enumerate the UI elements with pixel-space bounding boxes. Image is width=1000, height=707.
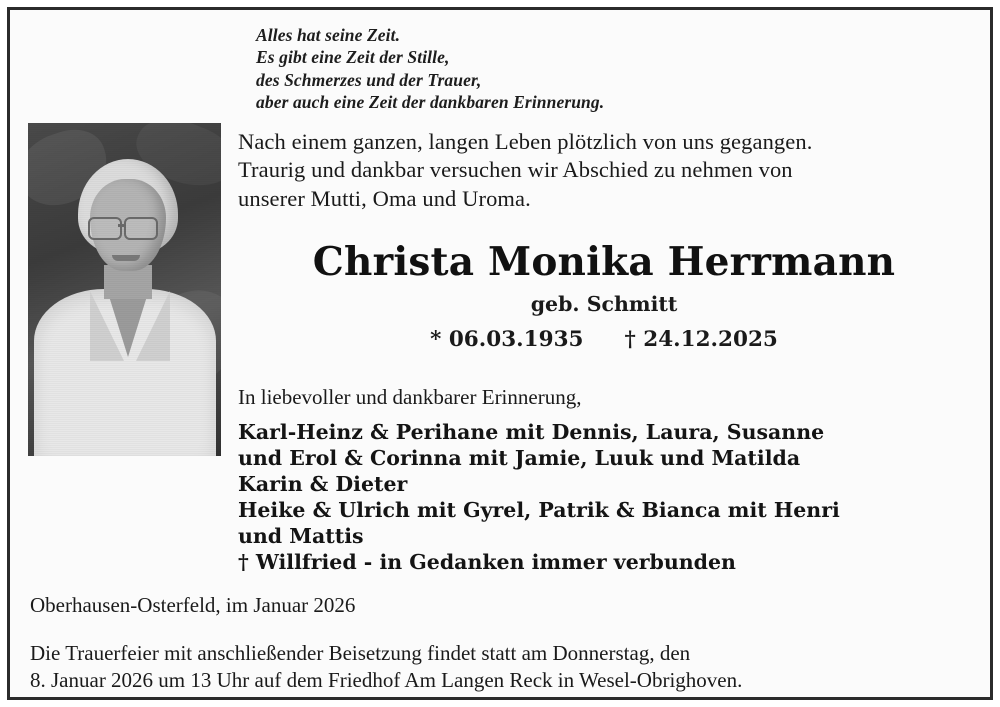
deceased-name: Christa Monika Herrmann bbox=[312, 239, 896, 286]
ceremony-line: Die Trauerfeier mit anschließender Beisetzung findet statt am Donnerstag, den bbox=[30, 641, 691, 665]
main-text-column bbox=[238, 128, 970, 575]
ceremony-line: 8. Januar 2026 um 13 Uhr auf dem Friedhof Am Langen Reck in Wesel-Obrighoven. bbox=[30, 668, 743, 693]
intro-line: Nach einem ganzen, langen Leben plötzlich von uns gegangen. bbox=[238, 129, 813, 154]
memory-line: In liebevoller und dankbarer Erinnerung, bbox=[238, 385, 582, 410]
notice-content bbox=[10, 10, 990, 697]
intro-line: Traurig und dankbar versuchen wir Abschied zu nehmen von bbox=[238, 157, 793, 183]
intro-block bbox=[238, 128, 970, 213]
death-date: † 24.12.2025 bbox=[624, 327, 778, 353]
verse-line: aber auch eine Zeit der dankbaren Erinnerung. bbox=[256, 92, 605, 113]
family-line: Heike & Ulrich mit Gyrel, Patrik & Bianca mit Henri bbox=[238, 498, 840, 523]
photo-grain-overlay bbox=[28, 123, 221, 456]
birth-date: * 06.03.1935 bbox=[430, 327, 584, 353]
place-and-date: Oberhausen-Osterfeld, im Januar 2026 bbox=[30, 593, 356, 617]
family-line: und Mattis bbox=[238, 524, 364, 549]
maiden-name: geb. Schmitt bbox=[530, 292, 678, 317]
verse-block bbox=[256, 24, 972, 114]
life-dates bbox=[238, 327, 970, 352]
family-line: † Willfried - in Gedanken immer verbunden bbox=[238, 550, 736, 575]
portrait-photo-image bbox=[28, 123, 221, 456]
verse-line: Es gibt eine Zeit der Stille, bbox=[256, 47, 450, 68]
family-list bbox=[238, 419, 970, 575]
portrait-photo bbox=[28, 123, 221, 456]
notice-border bbox=[7, 7, 993, 700]
family-line: Karl-Heinz & Perihane mit Dennis, Laura, Susanne bbox=[238, 420, 825, 445]
verse-line: des Schmerzes und der Trauer, bbox=[256, 69, 482, 90]
verse-line: Alles hat seine Zeit. bbox=[256, 25, 401, 45]
ceremony-info bbox=[30, 640, 972, 695]
intro-line: unserer Mutti, Oma und Uroma. bbox=[238, 185, 531, 211]
family-line: Karin & Dieter bbox=[238, 472, 408, 497]
family-line: und Erol & Corinna mit Jamie, Luuk und Matilda bbox=[238, 446, 801, 471]
